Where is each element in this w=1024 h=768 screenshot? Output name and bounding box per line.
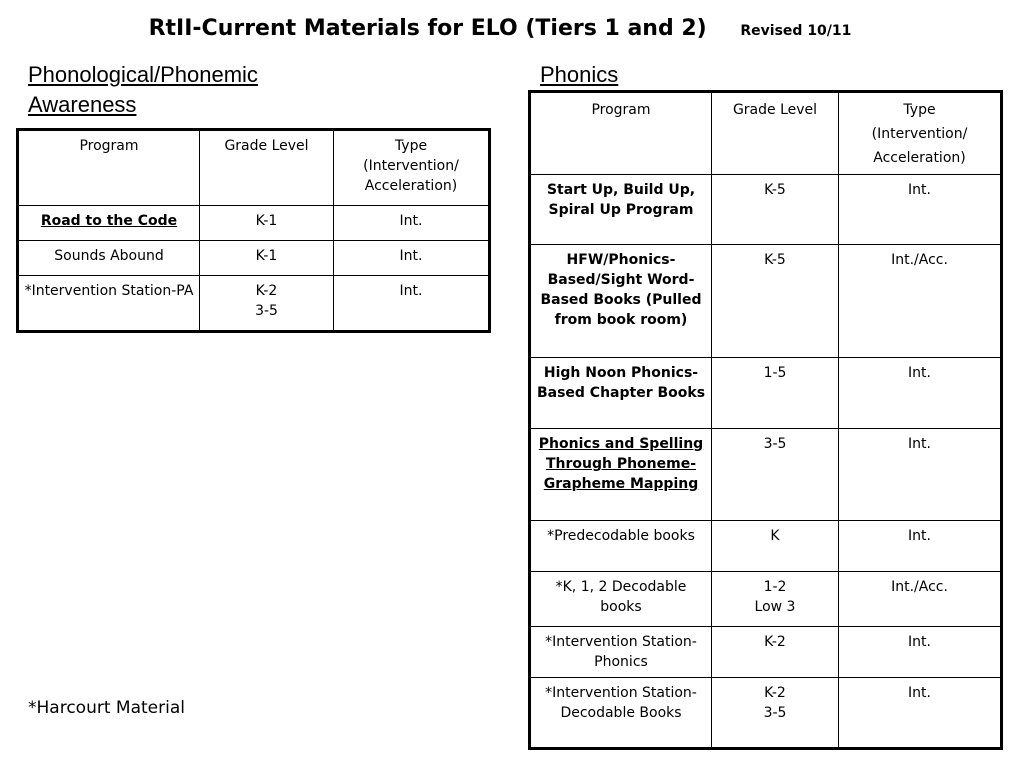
header-type-line1: Type [903, 102, 936, 118]
table-row [530, 572, 1002, 627]
program-cell: *Predecodable books [530, 521, 712, 572]
program-cell: High Noon Phonics-Based Chapter Books [530, 358, 712, 429]
grade-line1: K-2 [764, 685, 786, 701]
header-type-line1: Type [394, 138, 428, 154]
phonological-table [16, 128, 491, 333]
grade-cell: K-2 [712, 627, 839, 678]
program-cell: *Intervention Station-Phonics [530, 627, 712, 678]
grade-cell: K-1 [200, 241, 334, 276]
grade-cell [200, 276, 334, 332]
type-cell: Int. [839, 175, 1002, 245]
program-cell: Road to the Code [18, 206, 200, 241]
table-row [18, 206, 490, 241]
type-cell: Int. [334, 276, 490, 332]
grade-cell [712, 678, 839, 749]
grade-cell: K-1 [200, 206, 334, 241]
program-cell: *Intervention Station-PA [18, 276, 200, 332]
header-type-line3: Acceleration) [873, 150, 966, 166]
program-cell: Start Up, Build Up, Spiral Up Program [530, 175, 712, 245]
type-cell: Int./Acc. [839, 572, 1002, 627]
title-text: RtII-Current Materials for ELO (Tiers 1 and 2) [148, 16, 707, 41]
page-title [0, 16, 1000, 41]
grade-cell: K-5 [712, 245, 839, 358]
grade-cell: 1-5 [712, 358, 839, 429]
program-cell: Phonics and Spelling Through Phoneme-Grapheme Mapping [530, 429, 712, 521]
program-cell: *K, 1, 2 Decodable books [530, 572, 712, 627]
revised-date: Revised 10/11 [740, 23, 852, 39]
table-row [530, 358, 1002, 429]
header-grade: Grade Level [712, 92, 839, 175]
header-type-line2: (Intervention/ [363, 158, 459, 174]
grade-line2: 3-5 [763, 705, 787, 721]
type-cell: Int. [334, 241, 490, 276]
header-program: Program [18, 130, 200, 206]
type-cell: Int. [334, 206, 490, 241]
grade-line1: K-2 [255, 283, 278, 299]
table-row [18, 241, 490, 276]
header-program: Program [530, 92, 712, 175]
table-row [530, 521, 1002, 572]
header-type-line2: (Intervention/ [871, 126, 968, 142]
type-cell: Int. [839, 429, 1002, 521]
phonics-table [528, 90, 1003, 750]
header-type [334, 130, 490, 206]
table-row [530, 678, 1002, 749]
table-header-row [530, 92, 1002, 175]
grade-cell: 3-5 [712, 429, 839, 521]
table-row [530, 627, 1002, 678]
footnote: *Harcourt Material [28, 698, 185, 718]
type-cell: Int. [839, 678, 1002, 749]
grade-line2: Low 3 [754, 599, 796, 615]
grade-line2: 3-5 [255, 303, 278, 319]
grade-cell: K-5 [712, 175, 839, 245]
grade-cell [712, 572, 839, 627]
grade-line1: 1-2 [763, 579, 787, 595]
phonics-heading: Phonics [540, 62, 619, 87]
program-cell: HFW/Phonics-Based/Sight Word-Based Books (Pulled from book room) [530, 245, 712, 358]
type-cell: Int. [839, 358, 1002, 429]
table-row [530, 175, 1002, 245]
phonological-heading: Phonological/Phonemic Awareness [28, 62, 258, 117]
table-header-row [18, 130, 490, 206]
program-cell: Sounds Abound [18, 241, 200, 276]
header-type-line3: Acceleration) [364, 178, 458, 194]
header-type [839, 92, 1002, 175]
type-cell: Int./Acc. [839, 245, 1002, 358]
table-row [530, 429, 1002, 521]
type-cell: Int. [839, 521, 1002, 572]
type-cell: Int. [839, 627, 1002, 678]
table-row [18, 276, 490, 332]
grade-cell: K [712, 521, 839, 572]
table-row [530, 245, 1002, 358]
program-cell: *Intervention Station-Decodable Books [530, 678, 712, 749]
header-grade: Grade Level [200, 130, 334, 206]
